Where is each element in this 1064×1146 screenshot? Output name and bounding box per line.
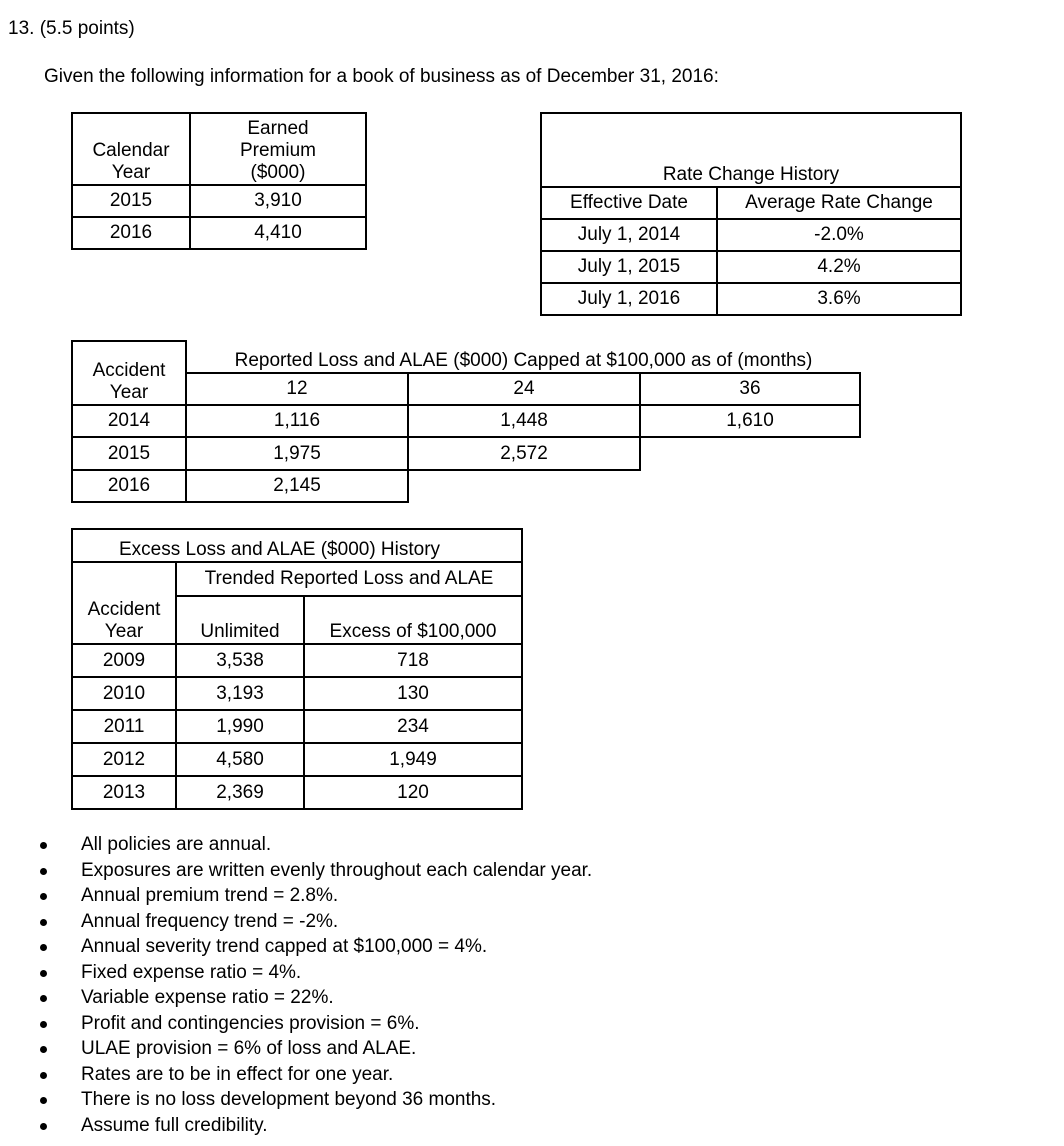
table-row — [72, 470, 860, 502]
list-item — [38, 858, 592, 884]
cell-unlimited: 3,193 — [176, 677, 304, 710]
question-intro: Given the following information for a book of business as of December 31, 2016: — [44, 66, 719, 87]
table-row — [72, 677, 522, 710]
bullet-icon — [40, 868, 47, 875]
reported-loss-title: Reported Loss and ALAE ($000) Capped at $100,000 as of (months) — [186, 341, 860, 373]
empty-cell — [640, 437, 860, 470]
table-row — [72, 405, 860, 437]
cell-excess: 130 — [304, 677, 522, 710]
cell-value: 1,975 — [186, 437, 408, 470]
header-line: Premium — [239, 140, 316, 161]
list-item — [38, 960, 592, 986]
header-line: Earned — [247, 118, 309, 139]
cell-year: 2016 — [72, 470, 186, 502]
list-item-text: Exposures are written evenly throughout each calendar year. — [81, 859, 593, 881]
list-item-text: All policies are annual. — [81, 834, 272, 855]
empty-cell — [408, 470, 640, 502]
age-header-12: 12 — [186, 373, 408, 405]
bullet-icon — [40, 1097, 47, 1104]
header-line: Accident — [92, 360, 166, 381]
bullet-icon — [40, 842, 47, 849]
list-item — [38, 883, 592, 909]
table-row — [72, 185, 366, 217]
cell-excess: 718 — [304, 644, 522, 677]
table-row — [72, 776, 522, 809]
table-row — [541, 219, 961, 251]
list-item-text: Assume full credibility. — [81, 1114, 268, 1136]
earned-premium-header — [190, 113, 366, 185]
cell-unlimited: 3,538 — [176, 644, 304, 677]
list-item-text: Rates are to be in effect for one year. — [81, 1063, 394, 1085]
excess-loss-table — [71, 528, 523, 810]
cell-excess: 1,949 — [304, 743, 522, 776]
table-row — [541, 283, 961, 315]
cell-change: 4.2% — [717, 251, 961, 283]
table-row — [72, 217, 366, 249]
header-line: Calendar — [92, 140, 170, 161]
list-item — [38, 1113, 592, 1139]
header-line: Year — [111, 162, 151, 183]
cell-unlimited: 2,369 — [176, 776, 304, 809]
cell-excess: 234 — [304, 710, 522, 743]
cell-unlimited: 1,990 — [176, 710, 304, 743]
list-item — [38, 832, 592, 858]
cell-date: July 1, 2015 — [541, 251, 717, 283]
cell-year: 2015 — [72, 185, 190, 217]
list-item — [38, 1062, 592, 1088]
accident-year-header — [72, 562, 176, 644]
bullet-icon — [40, 1072, 47, 1079]
rate-change-table — [540, 112, 962, 316]
header-line: ($000) — [250, 162, 306, 183]
question-number: 13. (5.5 points) — [8, 18, 135, 39]
table-row — [72, 373, 860, 405]
list-item-text: Profit and contingencies provision = 6%. — [81, 1012, 420, 1034]
list-item-text: Annual frequency trend = -2%. — [81, 910, 339, 932]
earned-premium-table — [71, 112, 367, 250]
list-item — [38, 1036, 592, 1062]
list-item-text: Fixed expense ratio = 4%. — [81, 961, 302, 983]
bullet-icon — [40, 1021, 47, 1028]
cell-date: July 1, 2014 — [541, 219, 717, 251]
table-row — [72, 743, 522, 776]
bullet-icon — [40, 1123, 47, 1130]
list-item — [38, 985, 592, 1011]
cell-change: 3.6% — [817, 288, 861, 309]
table-row — [72, 644, 522, 677]
list-item — [38, 1087, 592, 1113]
cell-year: 2015 — [72, 437, 186, 470]
bullet-icon — [40, 919, 47, 926]
cell-excess: 120 — [397, 781, 429, 803]
unlimited-header: Unlimited — [176, 596, 304, 644]
cell-change: -2.0% — [717, 219, 961, 251]
bullet-icon — [40, 893, 47, 900]
list-item-text: Annual severity trend capped at $100,000 = 4%. — [81, 936, 488, 957]
assumptions-list — [38, 832, 592, 1138]
bullet-icon — [40, 995, 47, 1002]
empty-cell — [640, 470, 860, 502]
rate-change-title: Rate Change History — [541, 113, 961, 187]
age-header-24: 24 — [408, 373, 640, 405]
table-row — [541, 251, 961, 283]
excess-header: Excess of $100,000 — [304, 596, 522, 644]
cell-value: 2,572 — [408, 437, 640, 470]
cell-value: 1,610 — [640, 405, 860, 437]
header-line: Year — [104, 621, 144, 642]
bullet-icon — [40, 970, 47, 977]
cell-year: 2011 — [72, 710, 176, 743]
cell-premium: 4,410 — [254, 222, 302, 243]
cell-value: 2,145 — [186, 470, 408, 502]
excess-loss-title: Excess Loss and ALAE ($000) History — [72, 529, 522, 562]
cell-date: July 1, 2016 — [541, 283, 717, 315]
accident-year-header — [72, 341, 186, 405]
header-line: Year — [109, 382, 149, 403]
cell-year: 2009 — [72, 644, 176, 677]
average-rate-change-header: Average Rate Change — [717, 187, 961, 219]
list-item — [38, 1011, 592, 1037]
reported-loss-table — [71, 340, 861, 503]
cell-year: 2013 — [72, 776, 176, 809]
list-item-text: Annual premium trend = 2.8%. — [81, 885, 339, 906]
list-item — [38, 909, 592, 935]
list-item-text: Variable expense ratio = 22%. — [81, 987, 334, 1008]
cell-premium: 3,910 — [190, 185, 366, 217]
list-item-text: ULAE provision = 6% of loss and ALAE. — [81, 1038, 417, 1059]
cell-year: 2014 — [72, 405, 186, 437]
bullet-icon — [40, 1046, 47, 1053]
age-header-36: 36 — [640, 373, 860, 405]
bullet-icon — [40, 944, 47, 951]
effective-date-header: Effective Date — [541, 187, 717, 219]
excess-loss-subtitle: Trended Reported Loss and ALAE — [176, 562, 522, 596]
table-row — [541, 187, 961, 219]
table-row — [72, 437, 860, 470]
table-row — [72, 710, 522, 743]
calendar-year-header — [72, 113, 190, 185]
cell-unlimited: 4,580 — [176, 743, 304, 776]
cell-value: 1,116 — [186, 405, 408, 437]
cell-year: 2012 — [72, 743, 176, 776]
cell-year: 2016 — [72, 217, 190, 249]
cell-value: 1,448 — [408, 405, 640, 437]
list-item-text: There is no loss development beyond 36 months. — [81, 1089, 497, 1110]
list-item — [38, 934, 592, 960]
cell-year: 2010 — [72, 677, 176, 710]
header-line: Accident — [87, 599, 161, 620]
